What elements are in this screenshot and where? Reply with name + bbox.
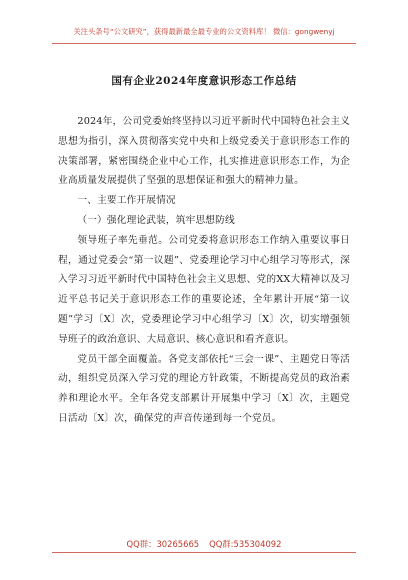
footer-contact [0, 538, 408, 550]
body-paragraph-members: 党员干部全面覆盖。各党支部依托“三会一课”、主题党日等活动，组织党员深入学习党的理论方针政策，不断提高党员的政治素养和理论水平。全年各党支部累计开展集中学习〔X〕次，主题党日活动〔X〕次，确保党的声音传递到每一个党员。 [58, 353, 350, 424]
subsection-heading: （一）强化理论武装，筑牢思想防线 [77, 214, 235, 226]
header-divider [52, 43, 356, 44]
qq-group-2: QQ群:535304092 [209, 539, 282, 549]
section-heading: 一、主要工作开展情况 [77, 195, 176, 207]
document-title: 国有企业2024年度意识形态工作总结 [111, 75, 297, 87]
document-body [58, 112, 350, 429]
footer-divider [52, 552, 356, 553]
intro-paragraph: 2024年，公司党委始终坚持以习近平新时代中国特色社会主义思想为指引，深入贯彻落实党中央和上级党委关于意识形态工作的决策部署，紧密围绕企业中心工作，扎实推进意识形态工作，为企业高质量发展提供了坚强的思想保证和强大的精神力量。 [58, 116, 350, 187]
body-paragraph-leadership: 领导班子率先垂范。公司党委将意识形态工作纳入重要议事日程，通过党委会“第一议题”、党委理论学习中心组学习等形式，深入学习习近平新时代中国特色社会主义思想、党的XX大精神以及习近平总书记关于意识形态工作的重要论述，全年累计开展“第一议题”学习〔X〕次，党委理论学习中心组学习〔X〕次，切实增强领导班子的政治意识、大局意识、核心意识和看齐意识。 [58, 234, 350, 345]
qq-group-1: QQ群：30265665 [126, 539, 200, 549]
header-banner: 关注头条号“公文研究”，获得最新最全最专业的公文资料库！ 微信：gongwenyj [73, 27, 335, 36]
